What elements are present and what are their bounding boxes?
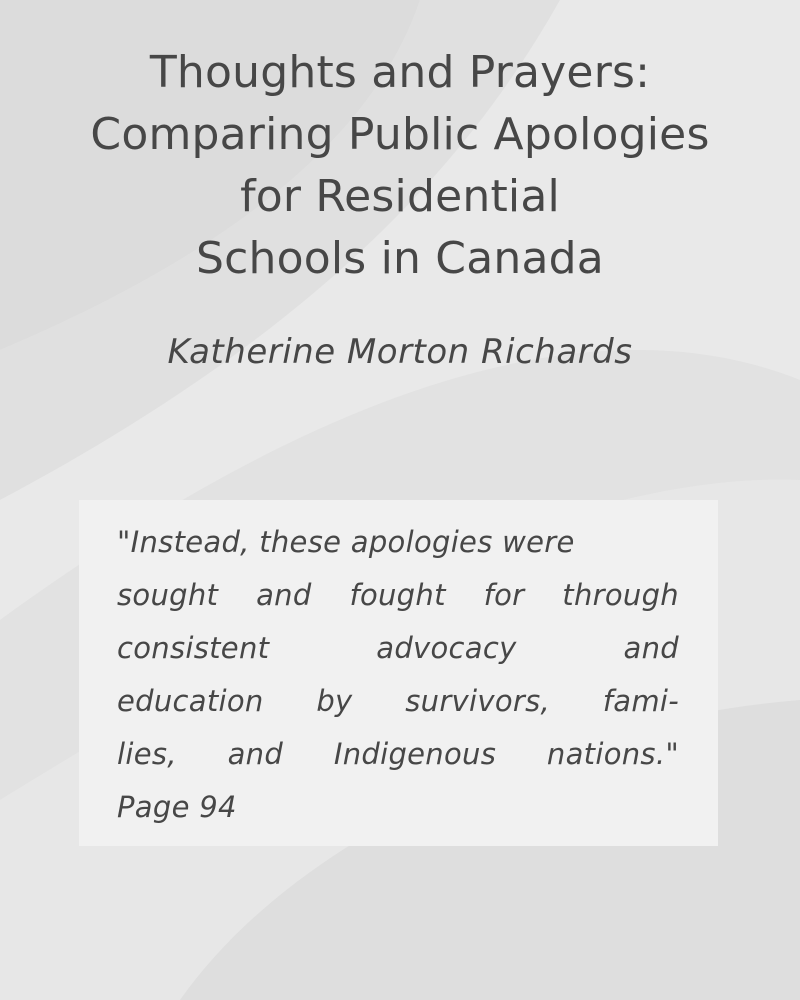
- title-line-1: Thoughts and Prayers:: [149, 47, 651, 98]
- quote-line-1: "Instead, these apologies were: [117, 525, 575, 559]
- quote-line-3: consistent advocacy and: [117, 631, 679, 665]
- author-name: Katherine Morton Richards: [167, 332, 633, 372]
- quote-line-4: education by survivors, fami-: [117, 684, 679, 718]
- quote-box: [79, 500, 718, 846]
- quote-text: [117, 516, 679, 834]
- quote-line-2: sought and fought for through: [117, 578, 679, 612]
- title-line-4: Schools in Canada: [196, 233, 604, 284]
- quote-page-reference: Page 94: [117, 790, 237, 824]
- title-line-2: Comparing Public Apologies: [90, 109, 710, 160]
- page-title: [0, 42, 800, 290]
- quote-line-5: lies, and Indigenous nations.": [117, 737, 679, 771]
- title-line-3: for Residential: [240, 171, 560, 222]
